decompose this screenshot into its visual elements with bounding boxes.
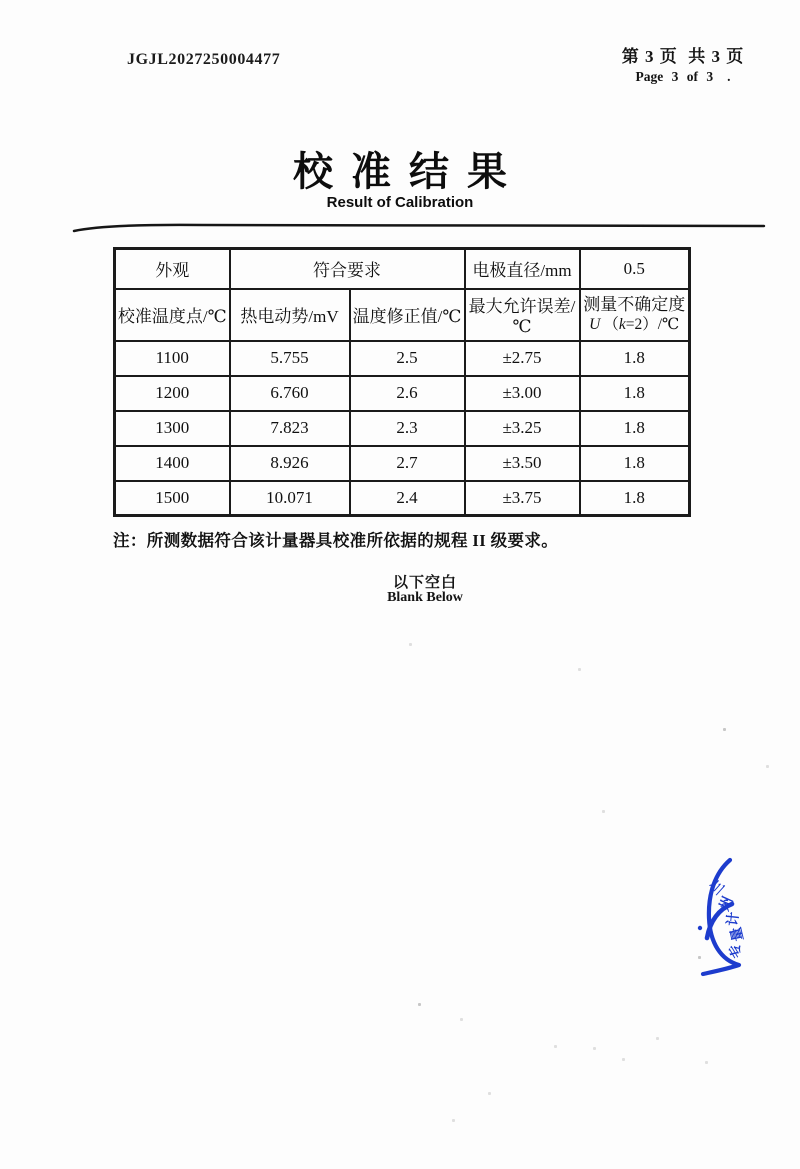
blank-below-chinese: 以下空白 bbox=[392, 575, 457, 591]
cell-uncertainty: 1.8 bbox=[580, 446, 690, 481]
scan-speck bbox=[766, 765, 769, 768]
appearance-label-cell: 外观 bbox=[115, 249, 230, 289]
scan-speck bbox=[488, 1092, 491, 1095]
pagination-chinese: 第 3 页 共 3 页 bbox=[621, 47, 745, 66]
scan-speck bbox=[698, 956, 701, 959]
seal-character: 计 bbox=[725, 911, 743, 927]
cell-correction: 2.6 bbox=[350, 376, 465, 411]
cell-uncertainty: 1.8 bbox=[580, 341, 690, 376]
header-uncertainty-line1: 测量不确定度 bbox=[583, 295, 686, 315]
cell-max-error: ±3.00 bbox=[465, 376, 580, 411]
header-emf: 热电动势/mV bbox=[230, 289, 350, 341]
uncertainty-u: U bbox=[589, 316, 601, 334]
cell-emf: 8.926 bbox=[230, 446, 350, 481]
appearance-row bbox=[115, 249, 690, 289]
column-header-row bbox=[115, 289, 690, 341]
pagination-english-text: Page 3 of 3 bbox=[635, 69, 714, 84]
cell-max-error: ±3.50 bbox=[465, 446, 580, 481]
scan-speck bbox=[460, 1018, 463, 1021]
table-row bbox=[115, 341, 690, 376]
cell-correction: 2.5 bbox=[350, 341, 465, 376]
header-max-error: 最大允许误差/℃ bbox=[465, 289, 580, 341]
title-divider-line bbox=[72, 220, 766, 234]
pagination-english bbox=[608, 69, 758, 85]
scan-speck bbox=[578, 668, 581, 671]
cell-emf: 10.071 bbox=[230, 481, 350, 516]
table-row bbox=[115, 411, 690, 446]
cell-correction: 2.7 bbox=[350, 446, 465, 481]
seal-ink-dot bbox=[698, 926, 702, 930]
electrode-diameter-value-cell: 0.5 bbox=[580, 249, 690, 289]
uncertainty-k: k bbox=[618, 316, 626, 334]
calibration-table bbox=[113, 247, 691, 517]
header-uncertainty-line2 bbox=[581, 315, 689, 334]
calibration-result-table bbox=[113, 247, 691, 517]
table-row bbox=[115, 446, 690, 481]
calibration-seal bbox=[690, 845, 800, 990]
seal-character: 专 bbox=[726, 940, 748, 960]
cell-correction: 2.3 bbox=[350, 411, 465, 446]
table-row bbox=[115, 481, 690, 516]
cell-temp: 1300 bbox=[115, 411, 230, 446]
seal-character: 兰 bbox=[707, 877, 729, 899]
page-title-english: Result of Calibration bbox=[326, 194, 474, 211]
scan-speck bbox=[723, 728, 726, 731]
scan-speck bbox=[705, 1061, 708, 1064]
header-temp-point: 校准温度点/℃ bbox=[115, 289, 230, 341]
scan-speck bbox=[554, 1045, 557, 1048]
cell-uncertainty: 1.8 bbox=[580, 481, 690, 516]
cell-temp: 1100 bbox=[115, 341, 230, 376]
pagination-english-dot: . bbox=[727, 69, 731, 84]
cell-max-error: ±2.75 bbox=[465, 341, 580, 376]
table-row bbox=[115, 376, 690, 411]
table-note: 注：所测数据符合该计量器具校准所依据的规程 II 级要求。 bbox=[113, 531, 559, 550]
scan-speck bbox=[452, 1119, 455, 1122]
cell-emf: 7.823 bbox=[230, 411, 350, 446]
certificate-number: JGJL2027250004477 bbox=[127, 51, 281, 68]
scan-speck bbox=[602, 810, 605, 813]
cell-correction: 2.4 bbox=[350, 481, 465, 516]
cell-emf: 6.760 bbox=[230, 376, 350, 411]
scan-speck bbox=[418, 1003, 421, 1006]
uncertainty-open-paren: （ bbox=[603, 316, 619, 334]
scan-speck bbox=[656, 1037, 659, 1040]
appearance-value-cell: 符合要求 bbox=[230, 249, 465, 289]
cell-temp: 1500 bbox=[115, 481, 230, 516]
header-correction: 温度修正值/℃ bbox=[350, 289, 465, 341]
scan-speck bbox=[593, 1047, 596, 1050]
electrode-diameter-label-cell: 电极直径/mm bbox=[465, 249, 580, 289]
cell-max-error: ±3.75 bbox=[465, 481, 580, 516]
header-uncertainty bbox=[580, 289, 690, 341]
pagination bbox=[608, 42, 758, 85]
cell-temp: 1400 bbox=[115, 446, 230, 481]
scan-speck bbox=[409, 643, 412, 646]
cell-uncertainty: 1.8 bbox=[580, 376, 690, 411]
uncertainty-rest: =2）/℃ bbox=[625, 316, 680, 334]
cell-max-error: ±3.25 bbox=[465, 411, 580, 446]
cell-temp: 1200 bbox=[115, 376, 230, 411]
seal-character: 量 bbox=[729, 925, 747, 943]
blank-below-english: Blank Below bbox=[387, 590, 463, 605]
cell-uncertainty: 1.8 bbox=[580, 411, 690, 446]
cell-emf: 5.755 bbox=[230, 341, 350, 376]
seal-character: 州 bbox=[717, 894, 737, 914]
page-title-chinese: 校准结果 bbox=[293, 149, 525, 194]
scan-speck bbox=[622, 1058, 625, 1061]
